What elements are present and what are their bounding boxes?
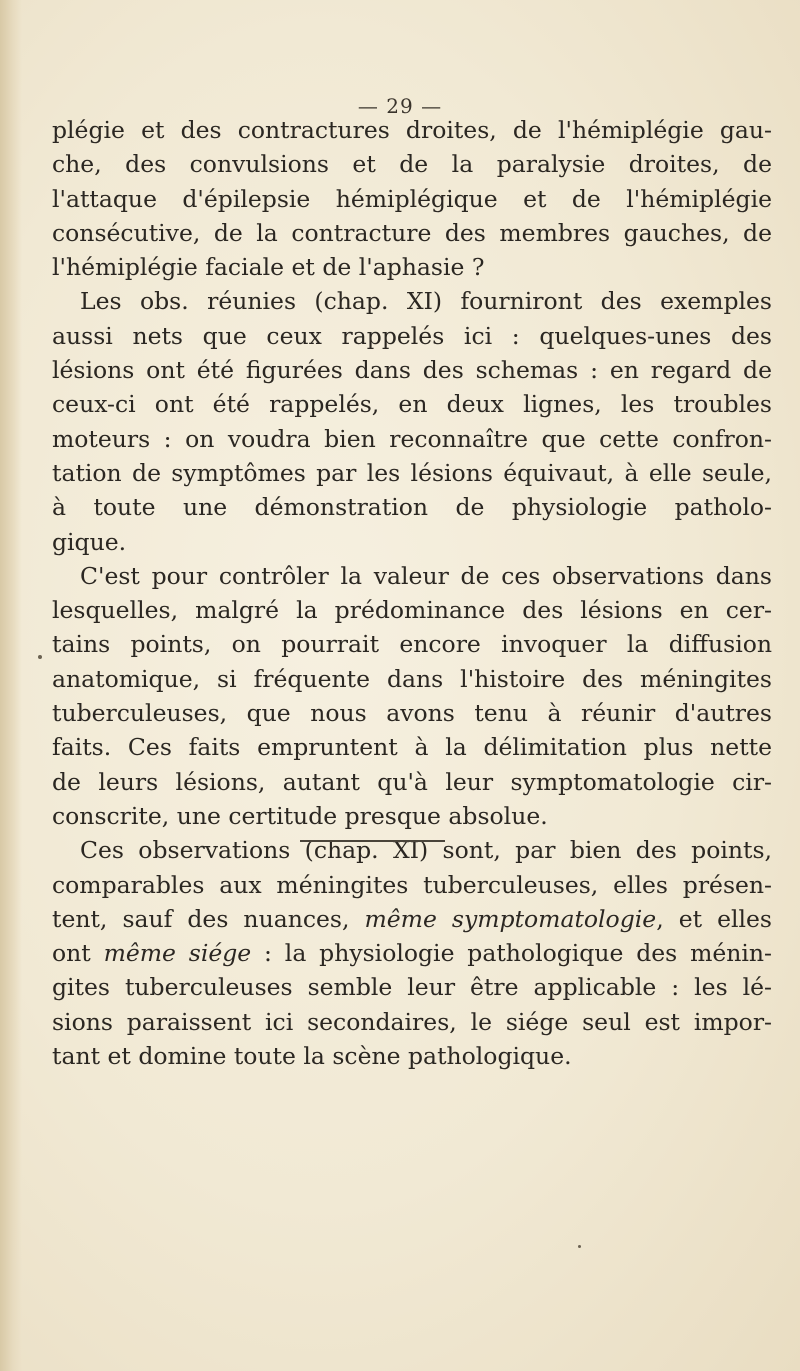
text-line: l'attaque d'épilepsie hémiplégique et de l'hémiplégie — [52, 184, 772, 213]
text-line: de leurs lésions, autant qu'à leur symptomatologie cir- — [52, 767, 772, 796]
text-line: sions paraissent ici secondaires, le siége seul est impor- — [52, 1007, 772, 1036]
text-line: aussi nets que ceux rappelés ici : quelques-unes des — [52, 321, 772, 350]
text-line: consécutive, de la contracture des membres gauches, de — [52, 218, 772, 247]
text-line: lesquelles, malgré la prédominance des lésions en cer- — [52, 596, 772, 625]
text-line: à toute une démonstration de physiologie patholo- — [52, 493, 772, 522]
text-line: ceux-ci ont été rappelés, en deux lignes, les troubles — [52, 390, 772, 419]
text-line: tant et domine toute la scène pathologique. — [52, 1042, 572, 1071]
text-line: plégie et des contractures droites, de l'hémiplégie gau- — [52, 116, 772, 144]
body-text — [52, 113, 772, 1073]
italic-phrase: même siége — [103, 939, 252, 968]
text-line: che, des convulsions et de la paralysie droites, de — [52, 150, 772, 179]
italic-phrase: même symptomatologie — [364, 904, 657, 933]
page-edge-shadow — [0, 0, 22, 1371]
ink-speck — [38, 655, 42, 659]
text-line-with-italic — [52, 936, 772, 970]
text-line: gique. — [52, 527, 127, 556]
text-line: C'est pour contrôler la valeur de ces observations dans — [80, 561, 772, 590]
text-line: gites tuberculeuses semble leur être applicable : les lé- — [52, 973, 772, 1002]
text-line: moteurs : on voudra bien reconnaître que cette confron- — [52, 424, 772, 453]
text-segment: , et elles — [656, 904, 772, 933]
text-segment: tent, sauf des nuances, — [52, 904, 365, 933]
text-line: lésions ont été figurées dans des schemas : en regard de — [52, 356, 772, 385]
text-line: tation de symptômes par les lésions équivaut, à elle seule, — [52, 458, 772, 487]
text-line: Les obs. réunies (chap. XI) fourniront des exemples — [80, 287, 772, 316]
text-line: comparables aux méningites tuberculeuses, elles présen- — [52, 870, 772, 899]
text-segment: : la physiologie pathologique des ménin- — [251, 939, 772, 968]
text-line: tains points, on pourrait encore invoquer la diffusion — [52, 630, 772, 659]
text-line: faits. Ces faits empruntent à la délimitation plus nette — [52, 733, 772, 762]
ink-speck — [578, 1245, 581, 1248]
end-rule — [300, 840, 445, 842]
text-line-with-italic — [52, 902, 772, 936]
text-line: anatomique, si fréquente dans l'histoire des méningites — [52, 664, 772, 693]
text-line: l'hémiplégie faciale et de l'aphasie ? — [52, 253, 485, 282]
text-line: conscrite, une certitude presque absolue. — [52, 801, 548, 830]
text-line: tuberculeuses, que nous avons tenu à réunir d'autres — [52, 699, 772, 728]
page-number: — 29 — — [357, 94, 443, 118]
text-segment: ont — [52, 939, 104, 968]
text-line: Ces observations (chap. XI) sont, par bien des points, — [80, 836, 772, 865]
